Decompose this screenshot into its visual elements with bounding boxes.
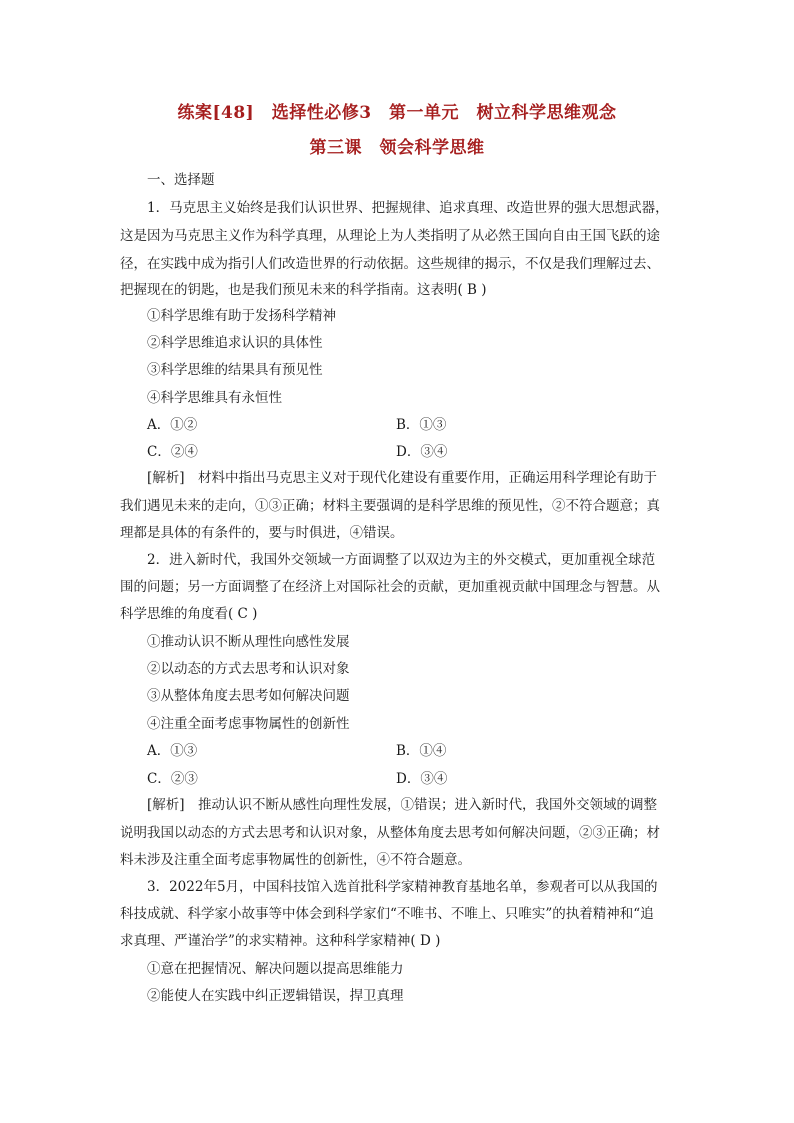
q1-stem-line-3: 径，在实践中成为指引人们改造世界的行动依据。这些规律的揭示，不仅是我们理解过去、 [120, 256, 660, 272]
section-heading: 一、选择题 [147, 172, 215, 188]
q3-stem-line-1: 3．2022年5月，中国科技馆入选首批科学家精神教育基地名单，参观者可以从我国的 [147, 879, 658, 895]
q2-stem-line-1: 2．进入新时代，我国外交领域一方面调整了以双边为主的外交模式，更加重视全球范 [147, 552, 656, 568]
q2-option-a: A．①③ [147, 743, 198, 759]
q2-option-d: D．③④ [396, 771, 448, 787]
q2-analysis-line-2: 说明我国以动态的方式去思考和认识对象，从整体角度去思考如何解决问题，②③正确；材 [120, 825, 660, 841]
q2-analysis-line-3: 料未涉及注重全面考虑事物属性的创新性，④不符合题意。 [120, 852, 471, 868]
q1-analysis-line-3: 理都是具体的有条件的，要与时俱进，④错误。 [120, 525, 404, 541]
q3-item-2: ②能使人在实践中纠正逻辑错误，捍卫真理 [147, 988, 404, 1004]
q3-stem-line-3: 求真理、严谨治学”的求实精神。这种科学家精神( D ) [120, 933, 441, 949]
q1-option-b: B．①③ [396, 417, 447, 433]
q2-option-c: C．②③ [147, 771, 198, 787]
q2-item-4: ④注重全面考虑事物属性的创新性 [147, 716, 350, 732]
q2-item-3: ③从整体角度去思考如何解决问题 [147, 688, 350, 704]
q1-option-d: D．③④ [396, 444, 448, 460]
lesson-title: 第三课 领会科学思维 [309, 138, 485, 158]
q1-option-a: A．①② [147, 417, 198, 433]
q3-stem-line-2: 科技成就、科学家小故事等中体会到科学家们“不唯书、不唯上、只唯实”的执着精神和“追 [120, 906, 654, 922]
q1-item-2: ②科学思维追求认识的具体性 [147, 335, 323, 351]
q1-item-4: ④科学思维具有永恒性 [147, 390, 282, 406]
q2-stem-line-2: 围的问题；另一方面调整了在经济上对国际社会的贡献，更加重视贡献中国理念与智慧。从 [120, 579, 660, 595]
q1-analysis-line-2: 我们遇见未来的走向，①③正确；材料主要强调的是科学思维的预见性，②不符合题意；真 [120, 498, 660, 514]
q2-item-2: ②以动态的方式去思考和认识对象 [147, 661, 350, 677]
q1-stem-line-2: 这是因为马克思主义作为科学真理，从理论上为人类指明了从必然王国向自由王国飞跃的途 [120, 228, 660, 244]
q2-analysis-line-1: [解析] 推动认识不断从感性向理性发展，①错误；进入新时代，我国外交领域的调整 [147, 797, 658, 813]
page-title: 练案[48] 选择性必修3 第一单元 树立科学思维观念 [177, 103, 617, 123]
q1-item-3: ③科学思维的结果具有预见性 [147, 362, 323, 378]
q1-stem-line-1: 1．马克思主义始终是我们认识世界、把握规律、追求真理、改造世界的强大思想武器， [147, 200, 669, 216]
q3-item-1: ①意在把握情况、解决问题以提高思维能力 [147, 961, 404, 977]
q1-analysis-line-1: [解析] 材料中指出马克思主义对于现代化建设有重要作用，正确运用科学理论有助于 [147, 470, 658, 486]
q1-item-1: ①科学思维有助于发扬科学精神 [147, 308, 336, 324]
q1-stem-line-4: 把握现在的钥匙，也是我们预见未来的科学指南。这表明( B ) [120, 282, 487, 298]
q1-option-c: C．②④ [147, 444, 198, 460]
q2-item-1: ①推动认识不断从理性向感性发展 [147, 634, 350, 650]
q2-stem-line-3: 科学思维的角度看( C ) [120, 606, 258, 622]
q2-option-b: B．①④ [396, 743, 447, 759]
